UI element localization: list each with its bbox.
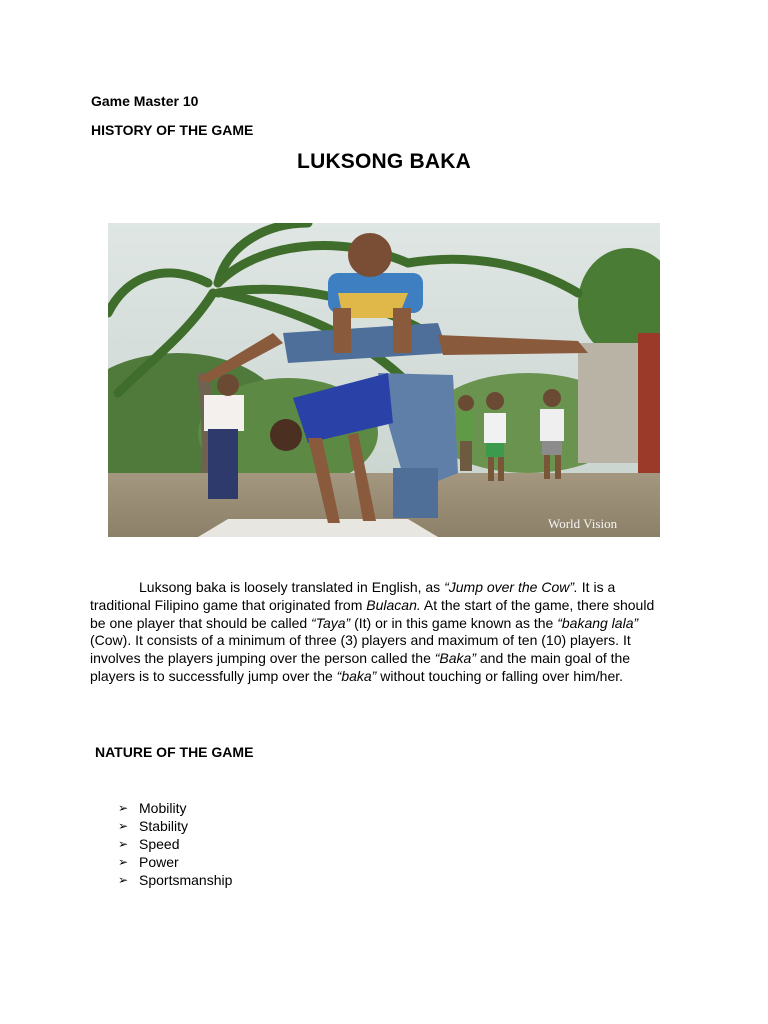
list-item-label: Power	[139, 853, 179, 870]
arrow-bullet-icon: ➢	[118, 872, 129, 887]
paragraph-run: “Jump over the Cow”.	[444, 579, 578, 595]
paragraph-run: (It) or in this game known as the	[350, 614, 558, 631]
list-item	[118, 872, 232, 890]
page-title: LUKSONG BAKA	[297, 150, 471, 173]
list-item	[118, 818, 232, 836]
paragraph-run: “Baka”	[434, 650, 476, 667]
paragraph-run: “Taya”	[311, 614, 351, 631]
history-paragraph-text	[90, 579, 670, 686]
list-item	[118, 800, 232, 818]
paragraph-run: (Cow). It consists of a minimum of three (3) players and maximum of ten (10) players. It involves the players jumping over the person called the	[90, 632, 631, 667]
list-item-label: Stability	[139, 817, 189, 834]
arrow-bullet-icon: ➢	[118, 854, 129, 869]
game-photo	[108, 223, 660, 537]
section-heading-nature: NATURE OF THE GAME	[95, 744, 254, 760]
paragraph-run: “baka”	[336, 667, 377, 684]
photo-watermark: World Vision	[548, 516, 618, 531]
arrow-bullet-icon: ➢	[118, 818, 129, 833]
doc-label: Game Master 10	[91, 93, 199, 109]
paragraph-run: At the start of the game, there should be one player that should be called	[90, 596, 655, 631]
section-heading-history: HISTORY OF THE GAME	[91, 122, 254, 138]
history-paragraph	[90, 579, 670, 686]
paragraph-run: Luksong baka is loosely translated in English, as	[139, 579, 445, 595]
paragraph-run: and the main goal of the players is to successfully jump over the	[90, 650, 631, 684]
paragraph-run: Bulacan.	[366, 596, 421, 613]
arrow-bullet-icon: ➢	[118, 801, 129, 815]
paragraph-run: without touching or falling over him/her.	[376, 667, 624, 684]
nature-list	[118, 800, 232, 890]
arrow-bullet-icon: ➢	[118, 836, 129, 851]
list-item	[118, 854, 232, 872]
list-item-label: Mobility	[139, 800, 187, 816]
photo-illustration	[108, 223, 660, 537]
list-item-label: Sportsmanship	[139, 871, 233, 888]
paragraph-run: “bakang lala”	[557, 614, 639, 631]
list-item	[118, 836, 232, 854]
paragraph-run: It is a traditional Filipino game that originated from	[90, 579, 616, 613]
list-item-label: Speed	[139, 835, 180, 852]
